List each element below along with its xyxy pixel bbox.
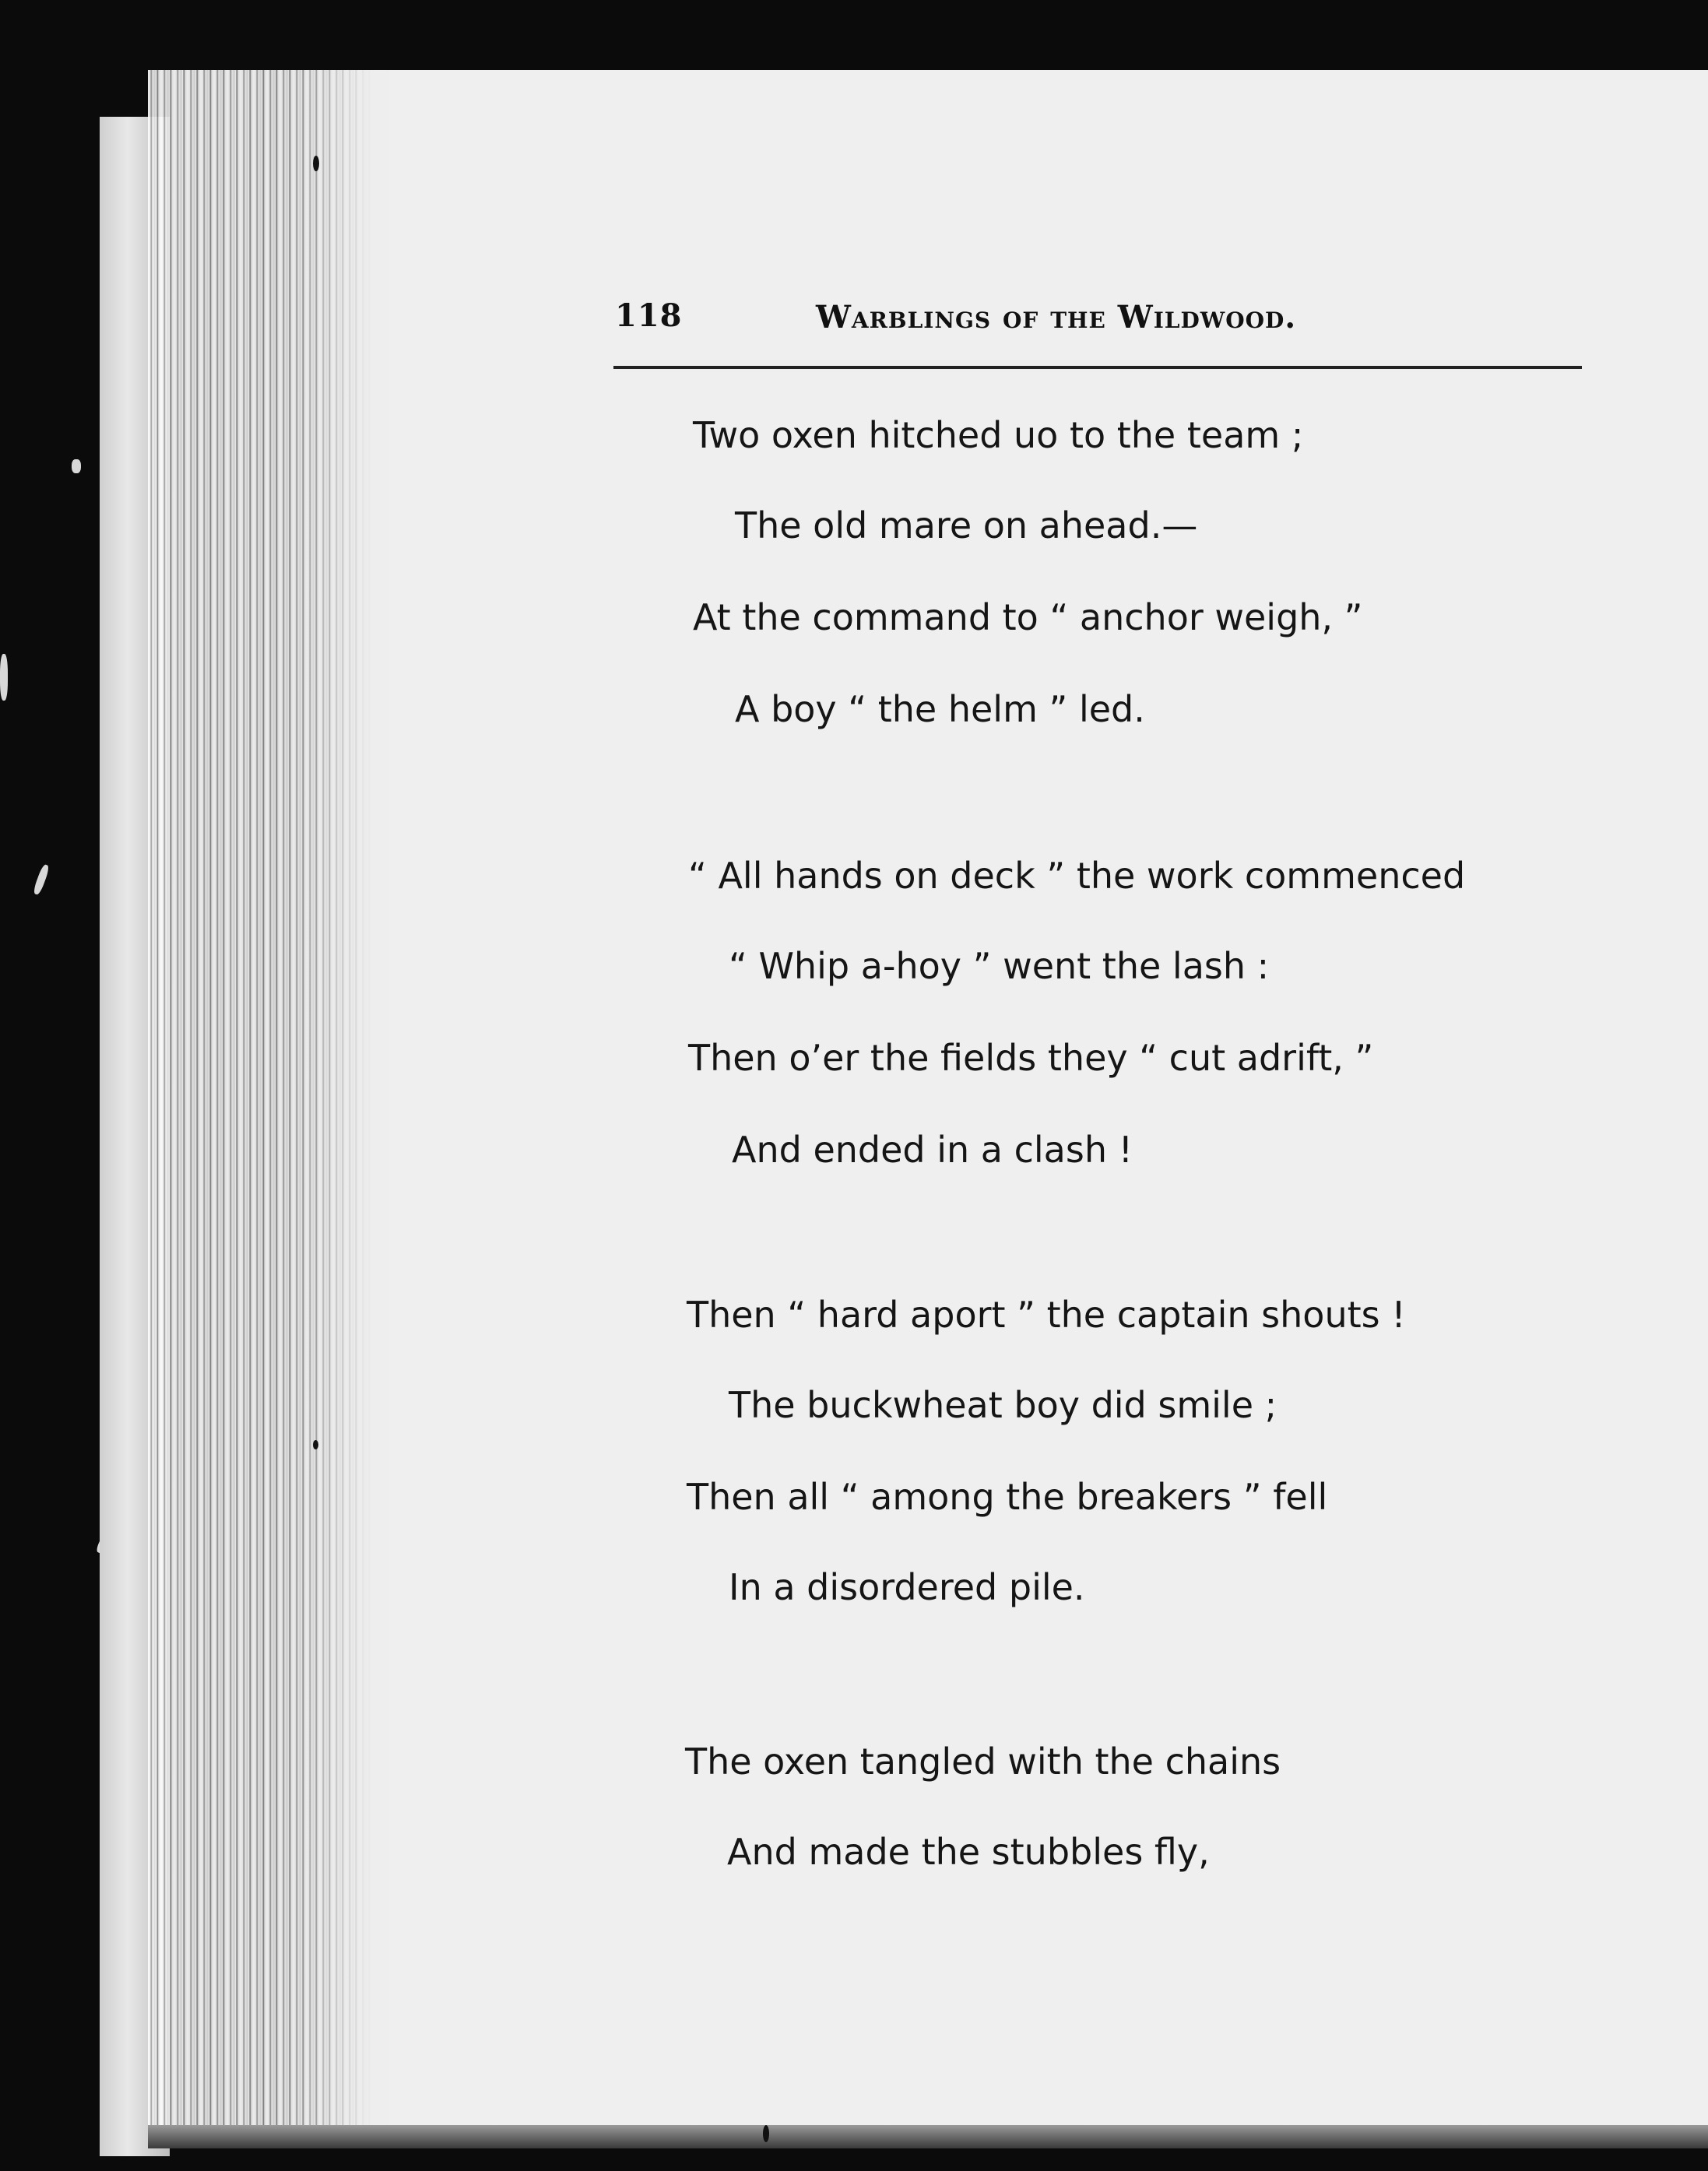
page <box>389 70 1708 2125</box>
poem-line: Two oxen hitched uo to the team ; <box>693 414 1304 456</box>
poem-line: Then “ hard aport ” the captain shouts ! <box>687 1294 1406 1336</box>
poem-line: Then o’er the fields they “ cut adrift, ” <box>688 1037 1374 1079</box>
binding-mark <box>313 156 319 171</box>
poem-line: Then all “ among the breakers ” fell <box>687 1476 1328 1518</box>
header-rule <box>613 366 1582 369</box>
page-number: 118 <box>615 297 683 334</box>
poem-line: The old mare on ahead.— <box>735 504 1198 546</box>
poem-line: “ Whip a-hoy ” went the lash : <box>729 945 1270 987</box>
page-bottom-edge <box>148 2125 1708 2148</box>
binding-mark <box>763 2125 769 2142</box>
poem-line: A boy “ the helm ” led. <box>735 688 1145 730</box>
edge-artifact <box>32 863 50 895</box>
poem-line: And made the stubbles fly, <box>727 1831 1210 1873</box>
edge-artifact <box>72 459 81 473</box>
running-head: Warblings of the Wildwood. <box>816 299 1297 335</box>
poem-line: The buckwheat boy did smile ; <box>729 1384 1277 1426</box>
poem-line: At the command to “ anchor weigh, ” <box>693 596 1363 638</box>
poem-line: And ended in a clash ! <box>732 1129 1133 1171</box>
poem-line: The oxen tangled with the chains <box>685 1741 1281 1783</box>
poem-line: “ All hands on deck ” the work commenced <box>688 855 1466 897</box>
page-stack-fade <box>296 70 405 2148</box>
binding-mark <box>313 1440 318 1449</box>
edge-artifact <box>0 654 8 701</box>
poem-line: In a disordered pile. <box>729 1566 1085 1608</box>
